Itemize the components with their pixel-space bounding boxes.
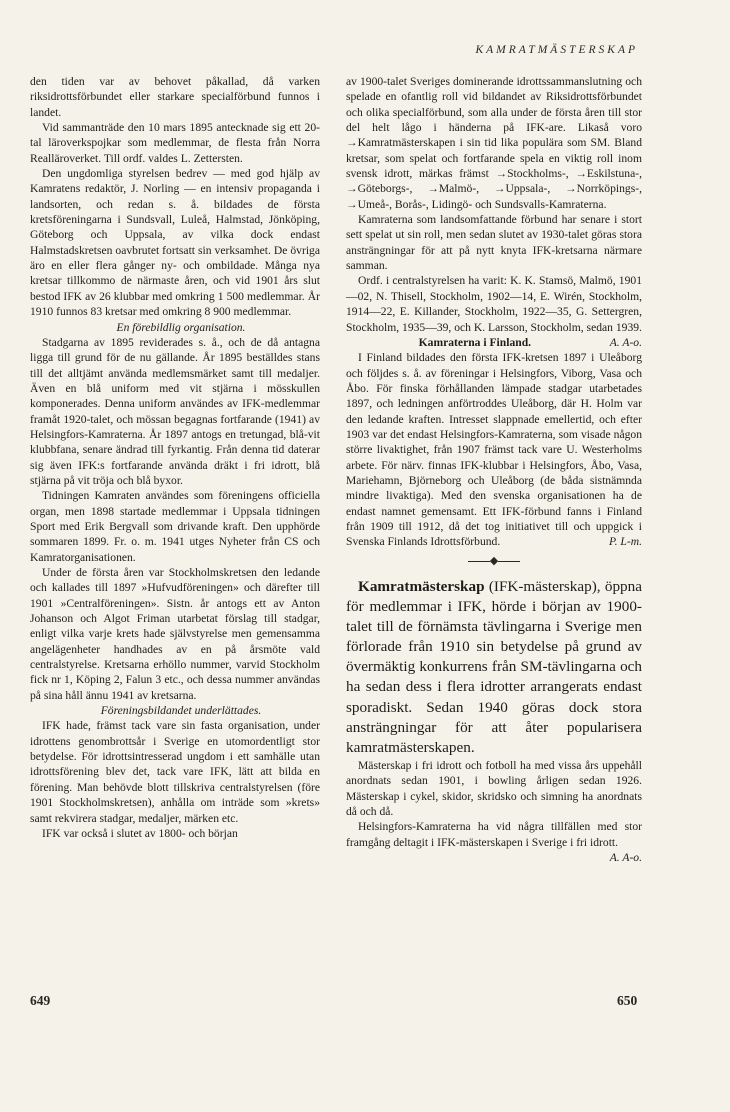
section-subheading: Föreningsbildandet underlättades. (100, 704, 262, 718)
section-subheading: Kamraterna i Finland. (418, 335, 532, 349)
paragraph: Mästerskap i fri idrott och fotboll ha med vissa års uppehåll anordnats sedan 1901, i bowling årligen sedan 1926. Mästerskap i cykel, skidor, skridsko och simning ha anordnats då och då. (346, 758, 642, 818)
paragraph: Vid sammanträde den 10 mars 1895 antecknade sig ett 20-tal läroverkspojkar som medlemmar, de flesta från Norra Realläroverket. Till ordf. valdes L. Zettersten. (30, 121, 320, 165)
paragraph-text: I Finland bildades den första IFK-kretsen 1897 i Uleåborg och följdes s. å. av föreningar i Helsingfors, Viborg, Vasa och Åbo. För finska förhållanden lämpade stadgar utarbetades 1897, och ledningen anförtroddes Uleåborg, där H. Holm var den ledande kraften. Intresset slappnade emellertid, och efter 1903 var det endast Helsingfors-Kamraterna, som visade någon större livaktighet, från 1907 främst tack vare U. Westerholms arbete. För närv. finnas IFK-klubbar i Helsingfors, Åbo, Vasa, Mariehamn, Björneborg och Uleåborg (de båda sistnämnda mindre livaktiga). Med den svenska organisationen ha de endast namnet gemensamt. Ett IFK-förbund fanns i Finland från 1909 till 1912, då det tog initiativet till och uppgick i Svenska Finlands Idrottsförbund. (346, 351, 642, 549)
divider-ornament-icon: ◆ (489, 554, 499, 567)
author-signature: P. L-m. (609, 535, 642, 549)
paragraph-text: Ordf. i centralstyrelsen ha varit: K. K. Stamsö, Malmö, 1901—02, N. Thisell, Stockholm, 1902—14, E. Wirén, Stockholm, 1914—22, E. Killander, Stockholm, 1922—35, G. Settergren, Stockholm, 1935—39, och K. Larsson, Stockholm, sedan 1939. (346, 274, 642, 334)
section-subheading: En förebildlig organisation. (116, 320, 246, 334)
paragraph: Kamraterna som landsomfattande förbund har senare i stort sett spelat ut sin roll, men sedan slutet av 1930-talet göras stora ansträngningar för att på nytt knyta IFK-kretsarna närmare samman. (346, 213, 642, 273)
author-signature: A. A-o. (609, 335, 642, 349)
paragraph: IFK var också i slutet av 1800- och början (42, 826, 238, 840)
paragraph: Under de första åren var Stockholmskretsen den ledande och kallades till 1897 »Hufvudföreningen» och därefter till 1901 »Centralföreningen». Sistn. år antogs ett av Anton Johanson och Algot Friman utarbetat förslag till stadgar, enligt vilka varje krets hade självstyrelse men gemensamma angelägenheter handhades av en på årsmöte vald centralstyrelse. Kretsarna erhöllo nummer, varvid Stockholm fick nr 1, Köping 2, Falun 3 etc., och dessa nummer användas på sina håll ännu 1941 av kretsarna. (30, 566, 320, 702)
paragraph: Stadgarna av 1895 reviderades s. å., och de då antagna ligga till grund för de nu gällande. År 1895 beställdes stans till det alltjämt använda medlemsmärket samt till medaljer. Även en blå uniform med vit stjärna i mösskullen komponerades. Denna uniform användes av IFK-medlemmar framåt 1920-talet, och mössan begagnas fortfarande (1941) av Helsingfors-Kamraterna. År 1897 antogs en tretungad, blå-vit klubbfana, senare ändrad till fyrkantig. Från denna tid daterar sig även IFK:s fortfarande använda dräkt i fri idrott, blå stjärna på vit tröja och blå byxor. (30, 335, 320, 487)
entry-body: (IFK-mästerskap), öppna för medlemmar i IFK, hörde i början av 1900-talet till de förnämsta tävlingarna i Sverige men förlorade från 1910 sin betydelse på grund av övermäktig konkurrens från SM-tävlingarna och ha sedan dess i flera idrotter arrangerats endast sporadiskt. Sedan 1940 göras dock stora ansträngningar för att åter popularisera kamratmästerskapen. (346, 578, 642, 756)
paragraph (346, 819, 642, 864)
divider-line (498, 561, 520, 562)
paragraph: den tiden var av behovet påkallad, då varken riksidrottsförbundet eller starkare specialförbund funnos i landet. (30, 75, 320, 119)
paragraph (346, 350, 642, 549)
page-number-left: 649 (30, 993, 51, 1008)
paragraph-text: Helsingfors-Kamraterna ha vid några tillfällen med stor framgång deltagit i IFK-mästerskapen i Sverige i fri idrott. (346, 820, 642, 849)
divider-line (468, 561, 490, 562)
right-column (346, 74, 642, 865)
paragraph: Tidningen Kamraten användes som föreningens officiella organ, men 1898 startade medlemmar i Uppsala tidningen Sport med Erik Bergvall som drivande kraft. Den upphörde sommaren 1899. Fr. o. m. 1941 utges Nyheter från CS och Kamratorganisationen. (30, 489, 320, 564)
entry-headword: Kamratmästerskap (358, 578, 485, 595)
paragraph: Den ungdomliga styrelsen bedrev — med god hjälp av Kamratens redaktör, J. Norling — en intensiv propaganda i landsorten, och redan s. å. bildades de första kretsföreningarna i Sundsvall, Luleå, Halmstad, Jönköping, Göteborg och Uppsala, av vilka dock endast Halmstadskretsen oavbrutet fortsatt sin verksamhet. De övriga äro en eller flera gånger ny- och ombildade. Många nya kretsar tillkommo de närmaste åren, och vid 1901 års slut bestod IFK av 26 klubbar med omkring 1 500 medlemmar. År 1910 funnos 83 kretsar med omkring 8 900 medlemmar. (30, 167, 320, 319)
paragraph: IFK hade, främst tack vare sin fasta organisation, under idrottens genombrottsår i Sverige en utomordentligt stor betydelse. För idrottsintresserad ungdom i ett samhälle utan idrottsförening blev det, tack vare IFK, lätt att bilda en förening. Man behövde blott tillskriva centralstyrelsen (före 1901 Stockholmskretsen), anhålla om inträde som »krets» samt rekvirera stadgar, medaljer, märken etc. (30, 719, 320, 825)
entry-lead-paragraph (346, 577, 642, 758)
author-signature: A. A-o. (609, 850, 642, 864)
paragraph: av 1900-talet Sveriges dominerande idrottssammanslutning och spelade en ofantlig roll vid bildandet av Riksidrottsförbundet och olika specialförbund, som alla under de första åren till stor del helt lågo i händerna på IFK-are. Likaså voro →Kamratmästerskapen i sin tid lika populära som SM. Bland kretsar, som spelat och fortfarande spela en viktig roll inom svensk idrott, märkas främst →Stockholms-, →Eskilstuna-, →Göteborgs-, →Malmö-, →Uppsala-, →Norrköpings-, →Umeå-, Borås-, Lidingö- och Sundsvalls-Kamraterna. (346, 75, 642, 211)
entry-divider (346, 554, 642, 569)
page-number-right: 650 (617, 993, 638, 1008)
running-head: KAMRATMÄSTERSKAP (475, 44, 638, 56)
left-column (30, 74, 320, 841)
